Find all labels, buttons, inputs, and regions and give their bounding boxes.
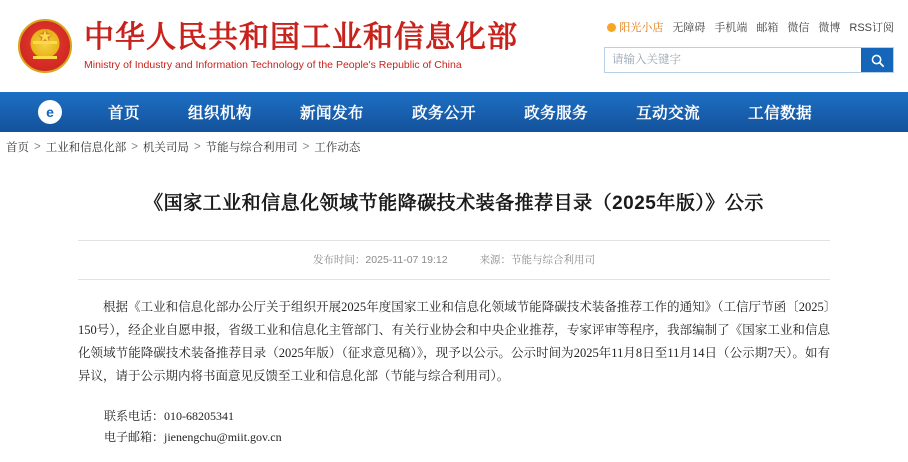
publish-time: 发布时间：2025-11-07 19:12 — [312, 254, 448, 266]
breadcrumb-item-ministry[interactable]: 工业和信息化部 — [45, 142, 127, 154]
breadcrumb-separator: > — [193, 141, 201, 153]
search-icon — [870, 53, 885, 68]
quick-link-mail[interactable]: 邮箱 — [756, 22, 779, 34]
breadcrumb-separator: > — [131, 141, 138, 153]
site-title-block — [84, 21, 518, 72]
breadcrumb-separator: > — [34, 141, 41, 153]
national-emblem-icon — [18, 19, 72, 73]
quick-link-wechat[interactable]: 微信 — [787, 22, 810, 34]
quick-link-sunshine-store[interactable] — [607, 19, 663, 35]
search-bar — [604, 47, 894, 73]
article-source: 来源：节能与综合利用司 — [479, 254, 596, 266]
breadcrumb-item-home[interactable]: 首页 — [6, 142, 29, 154]
breadcrumb — [0, 132, 908, 162]
main-navigation — [0, 92, 908, 132]
contact-block — [78, 406, 830, 448]
nav-item-government-disclosure[interactable]: 政务公开 — [412, 105, 477, 122]
nav-item-news[interactable]: 新闻发布 — [300, 105, 365, 122]
nav-logo-icon[interactable]: e — [38, 100, 62, 124]
site-title-cn: 中华人民共和国工业和信息化部 — [84, 20, 518, 54]
breadcrumb-separator: > — [302, 141, 310, 153]
nav-item-government-services[interactable]: 政务服务 — [524, 105, 589, 122]
site-title-en: Ministry of Industry and Information Technology of the People's Republic of China — [84, 58, 462, 71]
nav-item-data[interactable]: 工信数据 — [748, 105, 813, 122]
sun-icon — [607, 23, 616, 32]
quick-link-weibo[interactable]: 微博 — [818, 22, 841, 34]
quick-link-label: 阳光小店 — [619, 22, 664, 34]
quick-link-rss[interactable]: RSS订阅 — [849, 22, 894, 34]
contact-phone: 联系电话：010-68205341 — [104, 409, 234, 423]
breadcrumb-item-work-updates[interactable]: 工作动态 — [314, 142, 361, 154]
site-header — [0, 0, 908, 92]
article-body — [78, 296, 830, 388]
quick-link-mobile[interactable]: 手机端 — [714, 22, 748, 34]
nav-item-interaction[interactable]: 互动交流 — [636, 105, 701, 122]
contact-email: 电子邮箱：jienengchu@miit.gov.cn — [104, 430, 282, 444]
meta-divider-bottom — [78, 279, 830, 280]
header-utility-area — [604, 18, 894, 73]
breadcrumb-item-departments[interactable]: 机关司局 — [142, 142, 189, 154]
quick-link-accessibility[interactable]: 无障碍 — [672, 22, 706, 34]
article-meta — [78, 241, 830, 267]
search-input[interactable] — [605, 48, 861, 72]
quick-links — [604, 18, 894, 36]
nav-item-organization[interactable]: 组织机构 — [188, 105, 253, 122]
article-container — [0, 190, 908, 448]
breadcrumb-item-energy-department[interactable]: 节能与综合利用司 — [205, 142, 298, 154]
article-paragraph: 根据《工业和信息化部办公厅关于组织开展2025年度国家工业和信息化领域节能降碳技术装备推荐工作的通知》（工信厅节函〔2025〕150号），经企业自愿申报，省级工业和信息化主管部门、有关行业协会和中央企业推荐，专家评审等程序，我部编制了《国家工业和信息化领域节能降碳技术装备推荐目录（2025年版）（征求意见稿）》，现予以公示。公示时间为2025年11月8日至11月14日（公示期7天）。如有异议，请于公示期内将书面意见反馈至工业和信息化部（节能与综合利用司）。 — [78, 300, 830, 383]
search-button[interactable] — [861, 48, 893, 72]
nav-item-home[interactable]: 首页 — [108, 105, 141, 122]
article-title: 《国家工业和信息化领域节能降碳技术装备推荐目录（2025年版）》公示 — [144, 193, 764, 214]
